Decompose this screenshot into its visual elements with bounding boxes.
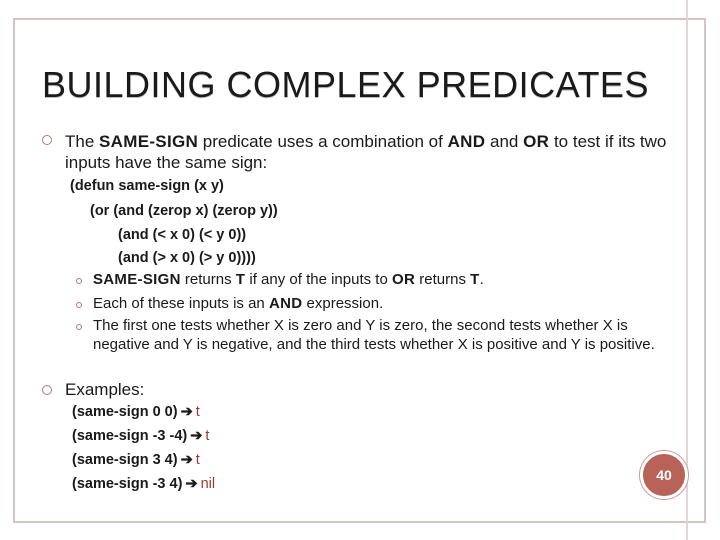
example-expression: (same-sign 3 4) bbox=[72, 452, 178, 468]
sub-point bbox=[93, 294, 673, 313]
example-row bbox=[72, 476, 215, 492]
intro-text: to test if its two inputs have the same sign: bbox=[65, 132, 667, 172]
example-row bbox=[72, 404, 200, 420]
bullet-icon bbox=[42, 385, 52, 395]
text: expression. bbox=[302, 295, 384, 312]
keyword: T bbox=[470, 271, 480, 288]
arrow-icon: ➔ bbox=[180, 452, 193, 468]
slide-title: BUILDING COMPLEX PREDICATES bbox=[42, 64, 649, 105]
example-result: t bbox=[195, 404, 200, 420]
example-row bbox=[72, 428, 209, 444]
code-line: (and (> x 0) (> y 0)))) bbox=[118, 250, 256, 266]
example-result: t bbox=[205, 428, 210, 444]
example-row bbox=[72, 452, 200, 468]
keyword: AND bbox=[268, 295, 303, 312]
keyword: SAME-SIGN bbox=[93, 271, 181, 288]
intro-text: The bbox=[65, 132, 100, 151]
arrow-icon: ➔ bbox=[185, 476, 198, 492]
sub-point: The first one tests whether X is zero and Y is zero, the second tests whether X is negative and Y is negative, and the third tests whether X is positive and Y is positive. bbox=[93, 317, 655, 353]
keyword: T bbox=[235, 271, 246, 288]
intro-text: predicate uses a combination of bbox=[198, 132, 448, 151]
example-result: t bbox=[195, 452, 200, 468]
text: returns bbox=[415, 271, 471, 288]
example-result: nil bbox=[200, 476, 216, 492]
intro-keyword: AND bbox=[447, 132, 486, 151]
text: returns bbox=[180, 271, 236, 288]
bullet-icon bbox=[42, 135, 52, 145]
example-expression: (same-sign 0 0) bbox=[72, 404, 178, 420]
arrow-icon: ➔ bbox=[180, 404, 193, 420]
page-number-badge: 40 bbox=[640, 451, 688, 499]
example-expression: (same-sign -3 -4) bbox=[72, 428, 188, 444]
intro-keyword: OR bbox=[523, 132, 550, 151]
intro-keyword: SAME-SIGN bbox=[99, 132, 199, 151]
text: . bbox=[479, 271, 484, 288]
text: Each of these inputs is an bbox=[93, 295, 269, 312]
examples-heading: Examples: bbox=[65, 380, 145, 399]
decorative-line bbox=[686, 0, 688, 540]
code-line: (or (and (zerop x) (zerop y)) bbox=[90, 203, 278, 219]
keyword: OR bbox=[391, 271, 416, 288]
intro-text: and bbox=[485, 132, 524, 151]
code-line: (defun same-sign (x y) bbox=[70, 178, 224, 194]
example-expression: (same-sign -3 4) bbox=[72, 476, 183, 492]
arrow-icon: ➔ bbox=[190, 428, 203, 444]
intro-paragraph bbox=[65, 131, 670, 173]
sub-bullet-icon bbox=[76, 324, 82, 330]
sub-bullet-icon bbox=[76, 302, 82, 308]
text: if any of the inputs to bbox=[245, 271, 392, 288]
sub-point bbox=[93, 270, 673, 289]
code-line: (and (< x 0) (< y 0)) bbox=[118, 227, 247, 243]
sub-bullet-icon bbox=[76, 278, 82, 284]
